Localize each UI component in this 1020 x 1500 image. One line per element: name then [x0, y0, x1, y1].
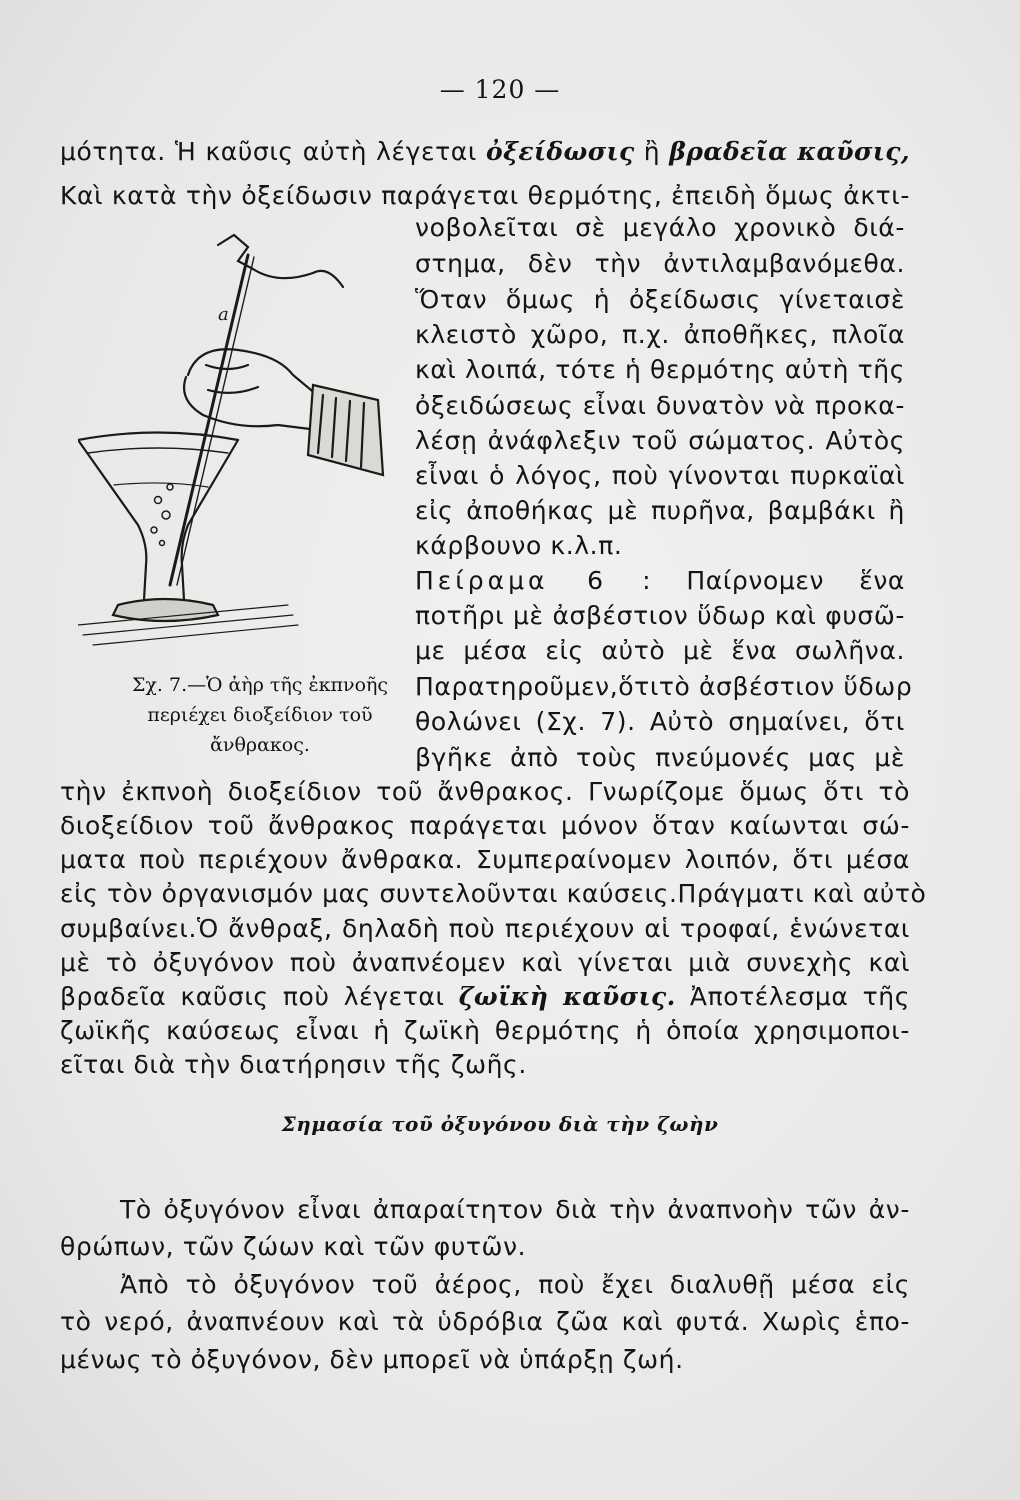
text-segment: Ἀποτέλεσμα τῆς [675, 982, 910, 1011]
experiment-line [415, 564, 905, 598]
emphasis-term: ζωϊκὴ καῦσις. [458, 982, 676, 1011]
text-line: βγῆκε ἀπὸ τοὺς πνεύμονές μας μὲ [415, 743, 905, 772]
text-line: ζωϊκῆς καύσεως εἶναι ἡ ζωϊκὴ θερμότης ἡ ὁποία χρησιμοποι- [60, 1016, 910, 1045]
bubble [151, 527, 157, 533]
text-line: θολώνει (Σχ. 7). Αὐτὸ σημαίνει, ὅτι [415, 707, 905, 736]
text-line: νοβολεῖται σὲ μεγάλο χρονικὸ διά- [415, 213, 905, 242]
text-line: κλειστὸ χῶρο, π.χ. ἀποθῆκες, πλοῖα [415, 320, 905, 349]
text-segment: : Παίρνομεν ἕνα [607, 566, 905, 595]
text-line: καὶ λοιπά, τότε ἡ θερμότης αὐτὴ τῆς [415, 355, 905, 384]
chin-outline [253, 269, 343, 287]
hand-outline [188, 349, 323, 400]
text-line: Παρατηροῦμεν,ὅτιτὸ ἀσβέστιον ὕδωρ [415, 672, 913, 701]
text-line: με μέσα εἰς αὐτὸ μὲ ἕνα σωλῆνα. [415, 636, 905, 665]
text-line: κάρβουνο κ.λ.π. [415, 531, 623, 560]
glass-right-side [182, 440, 238, 600]
text-line: εἶναι ὁ λόγος, ποὺ γίνονται πυρκαϊαὶ [415, 461, 905, 490]
text-line: λέσῃ ἀνάφλεξιν τοῦ σώματος. Αὐτὸς [415, 426, 905, 455]
glass-base [113, 599, 218, 621]
text-segment: μότητα. Ἡ καῦσις αὐτὴ λέγεται [60, 137, 487, 166]
experiment-label: Πείραμα 6 [415, 566, 607, 595]
text-line [60, 980, 910, 1014]
glass-rim [78, 433, 238, 441]
text-line: μένως τὸ ὀξυγόνον, δὲν μπορεῖ νὰ ὑπάρξῃ ζωή. [60, 1345, 684, 1374]
text-segment: βραδεῖα καῦσις ποὺ λέγεται [60, 982, 459, 1011]
figure-label-a: a [218, 304, 229, 325]
mouth-outline [218, 235, 253, 269]
text-line [60, 135, 910, 169]
text-line: εῖται διὰ τὴν διατήρησιν τῆς ζωῆς. [60, 1050, 527, 1079]
caption-line: Σχ. 7.—Ὁ ἀὴρ τῆς ἐκπνοῆς [131, 674, 389, 696]
bubble [160, 541, 165, 546]
text-segment: ἢ [634, 137, 670, 166]
glass-left-side [78, 440, 146, 600]
text-line: συμβαίνει.Ὁ ἄνθραξ, δηλαδὴ ποὺ περιέχουν αἱ τροφαί, ἑνώνεται [60, 914, 910, 943]
text-line: εἰς ἀποθήκας μὲ πυρῆνα, βαμβάκι ἢ [415, 496, 905, 525]
text-line: διοξείδιον τοῦ ἄνθρακος παράγεται μόνον ὅταν καίωνται σώ- [60, 811, 910, 840]
emphasis-term: βραδεῖα καῦσις, [669, 137, 910, 166]
bubble [155, 497, 162, 504]
figure-caption [110, 670, 410, 760]
text-line: ποτῆρι μὲ ἀσβέστιον ὕδωρ καὶ φυσῶ- [415, 601, 905, 630]
caption-line: περιέχει διοξείδιον τοῦ [147, 704, 373, 726]
text-line: Ὅταν ὅμως ἡ ὀξείδωσις γίνεταισὲ [415, 285, 905, 314]
text-line: Ἀπὸ τὸ ὀξυγόνον τοῦ ἀέρος, ποὺ ἔχει διαλυθῇ μέσα εἰς [120, 1270, 910, 1299]
bubble [167, 484, 173, 490]
text-line: τὴν ἐκπνοὴ διοξείδιον τοῦ ἄνθρακος. Γνωρίζομε ὅμως ὅτι τὸ [60, 777, 910, 806]
text-line: εἰς τὸν ὀργανισμόν μας συντελοῦνται καύσεις.Πράγματι καὶ αὐτὸ [60, 879, 927, 908]
emphasis-term: ὀξείδωσις [486, 137, 635, 166]
bubble [162, 511, 170, 519]
text-line: τὸ νερό, ἀναπνέουν καὶ τὰ ὑδρόβια ζῶα καὶ φυτά. Χωρὶς ἑπο- [60, 1307, 910, 1336]
text-line: ὀξειδώσεως εἶναι δυνατὸν νὰ προκα- [415, 391, 905, 420]
text-line: ματα ποὺ περιέχουν ἄνθρακα. Συμπεραίνομεν λοιπόν, ὅτι μέσα [60, 845, 910, 874]
text-line: Καὶ κατὰ τὴν ὀξείδωσιν παράγεται θερμότης, ἐπειδὴ ὅμως ἀκτι- [60, 181, 910, 210]
text-line: μὲ τὸ ὀξυγόνον ποὺ ἀναπνέομεν καὶ γίνεται μιὰ συνεχὴς καὶ [60, 948, 910, 977]
text-line: Τὸ ὀξυγόνον εἶναι ἀπαραίτητον διὰ τὴν ἀναπνοὴν τῶν ἀν- [120, 1195, 910, 1224]
figure-glass-tube-illustration [78, 225, 408, 685]
blow-tube [170, 255, 248, 585]
section-heading: Σημασία τοῦ ὀξυγόνου διὰ τὴν ζωὴν [281, 1112, 719, 1136]
text-line: στημα, δὲν τὴν ἀντιλαμβανόμεθα. [415, 249, 905, 278]
page-number: — 120 — [439, 75, 561, 104]
caption-line: ἄνθρακος. [210, 734, 310, 756]
text-line: θρώπων, τῶν ζώων καὶ τῶν φυτῶν. [60, 1232, 527, 1261]
